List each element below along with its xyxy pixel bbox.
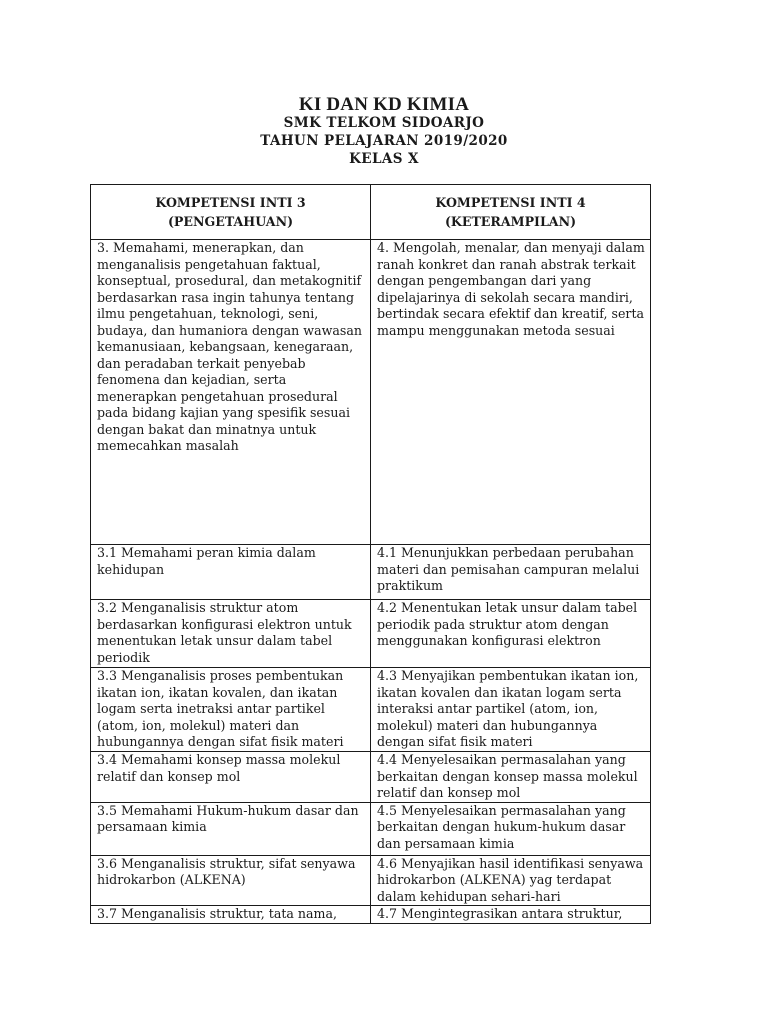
ki3-description: 3. Memahami, menerapkan, dan menganalisis pengetahuan faktual, konseptual, prosedural, dan metakognitif berdasarkan rasa ingin tahunya tentang ilmu pengetahuan, teknologi, seni, budaya, dan humaniora dengan wawasan kemanusiaan, kebangsaan, kenegaraan, dan peradaban terkait penyebab fenomena dan kejadian, serta menerapkan pengetahuan prosedural pada bidang kajian yang spesifik sesuai dengan bakat dan minatnya untuk memecahkan masalah	[91, 240, 371, 545]
ki4-description: 4. Mengolah, menalar, dan menyaji dalam ranah konkret dan ranah abstrak terkait dengan pengembangan dari yang dipelajarinya di sekolah secara mandiri, bertindak secara efektif dan kreatif, serta mampu menggunakan metoda sesuai	[371, 240, 651, 545]
header-ki4-line2: (KETERAMPILAN)	[444, 214, 577, 229]
kd4-cell: 4.3 Menyajikan pembentukan ikatan ion, ikatan kovalen dan ikatan logam serta interaksi antar partikel (atom, ion, molekul) materi dan hubungannya dengan sifat fisik materi	[371, 668, 651, 752]
table-row	[91, 668, 651, 752]
school-name: SMK TELKOM SIDOARJO	[283, 115, 485, 131]
header-ki3-line1: KOMPETENSI INTI 3	[155, 195, 306, 210]
table-row	[91, 545, 651, 600]
kd3-cell: 3.2 Menganalisis struktur atom berdasarkan konfigurasi elektron untuk menentukan letak unsur dalam tabel periodik	[91, 600, 371, 668]
table-row	[91, 802, 651, 855]
kd3-cell: 3.7 Menganalisis struktur, tata nama,	[91, 906, 371, 924]
class-level: KELAS X	[349, 151, 419, 167]
kd3-cell: 3.3 Menganalisis proses pembentukan ikatan ion, ikatan kovalen, dan ikatan logam serta inetraksi antar partikel (atom, ion, molekul) materi dan hubungannya dengan sifat fisik materi	[91, 668, 371, 752]
table-row	[91, 752, 651, 803]
kd3-cell: 3.5 Memahami Hukum-hukum dasar dan persamaan kimia	[91, 802, 371, 855]
kd4-cell: 4.5 Menyelesaikan permasalahan yang berkaitan dengan hukum-hukum dasar dan persamaan kimia	[371, 802, 651, 855]
kd4-cell: 4.6 Menyajikan hasil identifikasi senyawa hidrokarbon (ALKENA) yag terdapat dalam kehidupan sehari-hari	[371, 855, 651, 906]
kd4-cell: 4.2 Menentukan letak unsur dalam tabel periodik pada struktur atom dengan menggunakan konfigurasi elektron	[371, 600, 651, 668]
header-ki4-line1: KOMPETENSI INTI 4	[435, 195, 586, 210]
table-row	[91, 600, 651, 668]
header-ki3	[91, 185, 371, 240]
kd4-cell: 4.7 Mengintegrasikan antara struktur,	[371, 906, 651, 924]
competency-table	[90, 184, 651, 924]
table-row	[91, 906, 651, 924]
header-ki4	[371, 185, 651, 240]
header-ki3-line2: (PENGETAHUAN)	[167, 214, 294, 229]
kd4-cell: 4.1 Menunjukkan perbedaan perubahan materi dan pemisahan campuran melalui praktikum	[371, 545, 651, 600]
kd4-cell: 4.4 Menyelesaikan permasalahan yang berkaitan dengan konsep massa molekul relatif dan konsep mol	[371, 752, 651, 803]
kd3-cell: 3.1 Memahami peran kimia dalam kehidupan	[91, 545, 371, 600]
table-row	[91, 855, 651, 906]
kd3-cell: 3.6 Menganalisis struktur, sifat senyawa hidrokarbon (ALKENA)	[91, 855, 371, 906]
table-header-row	[91, 185, 651, 240]
academic-year: TAHUN PELAJARAN 2019/2020	[260, 133, 508, 149]
table-row-core	[91, 240, 651, 545]
kd3-cell: 3.4 Memahami konsep massa molekul relatif dan konsep mol	[91, 752, 371, 803]
document-title: KI DAN KD KIMIA	[298, 94, 470, 115]
